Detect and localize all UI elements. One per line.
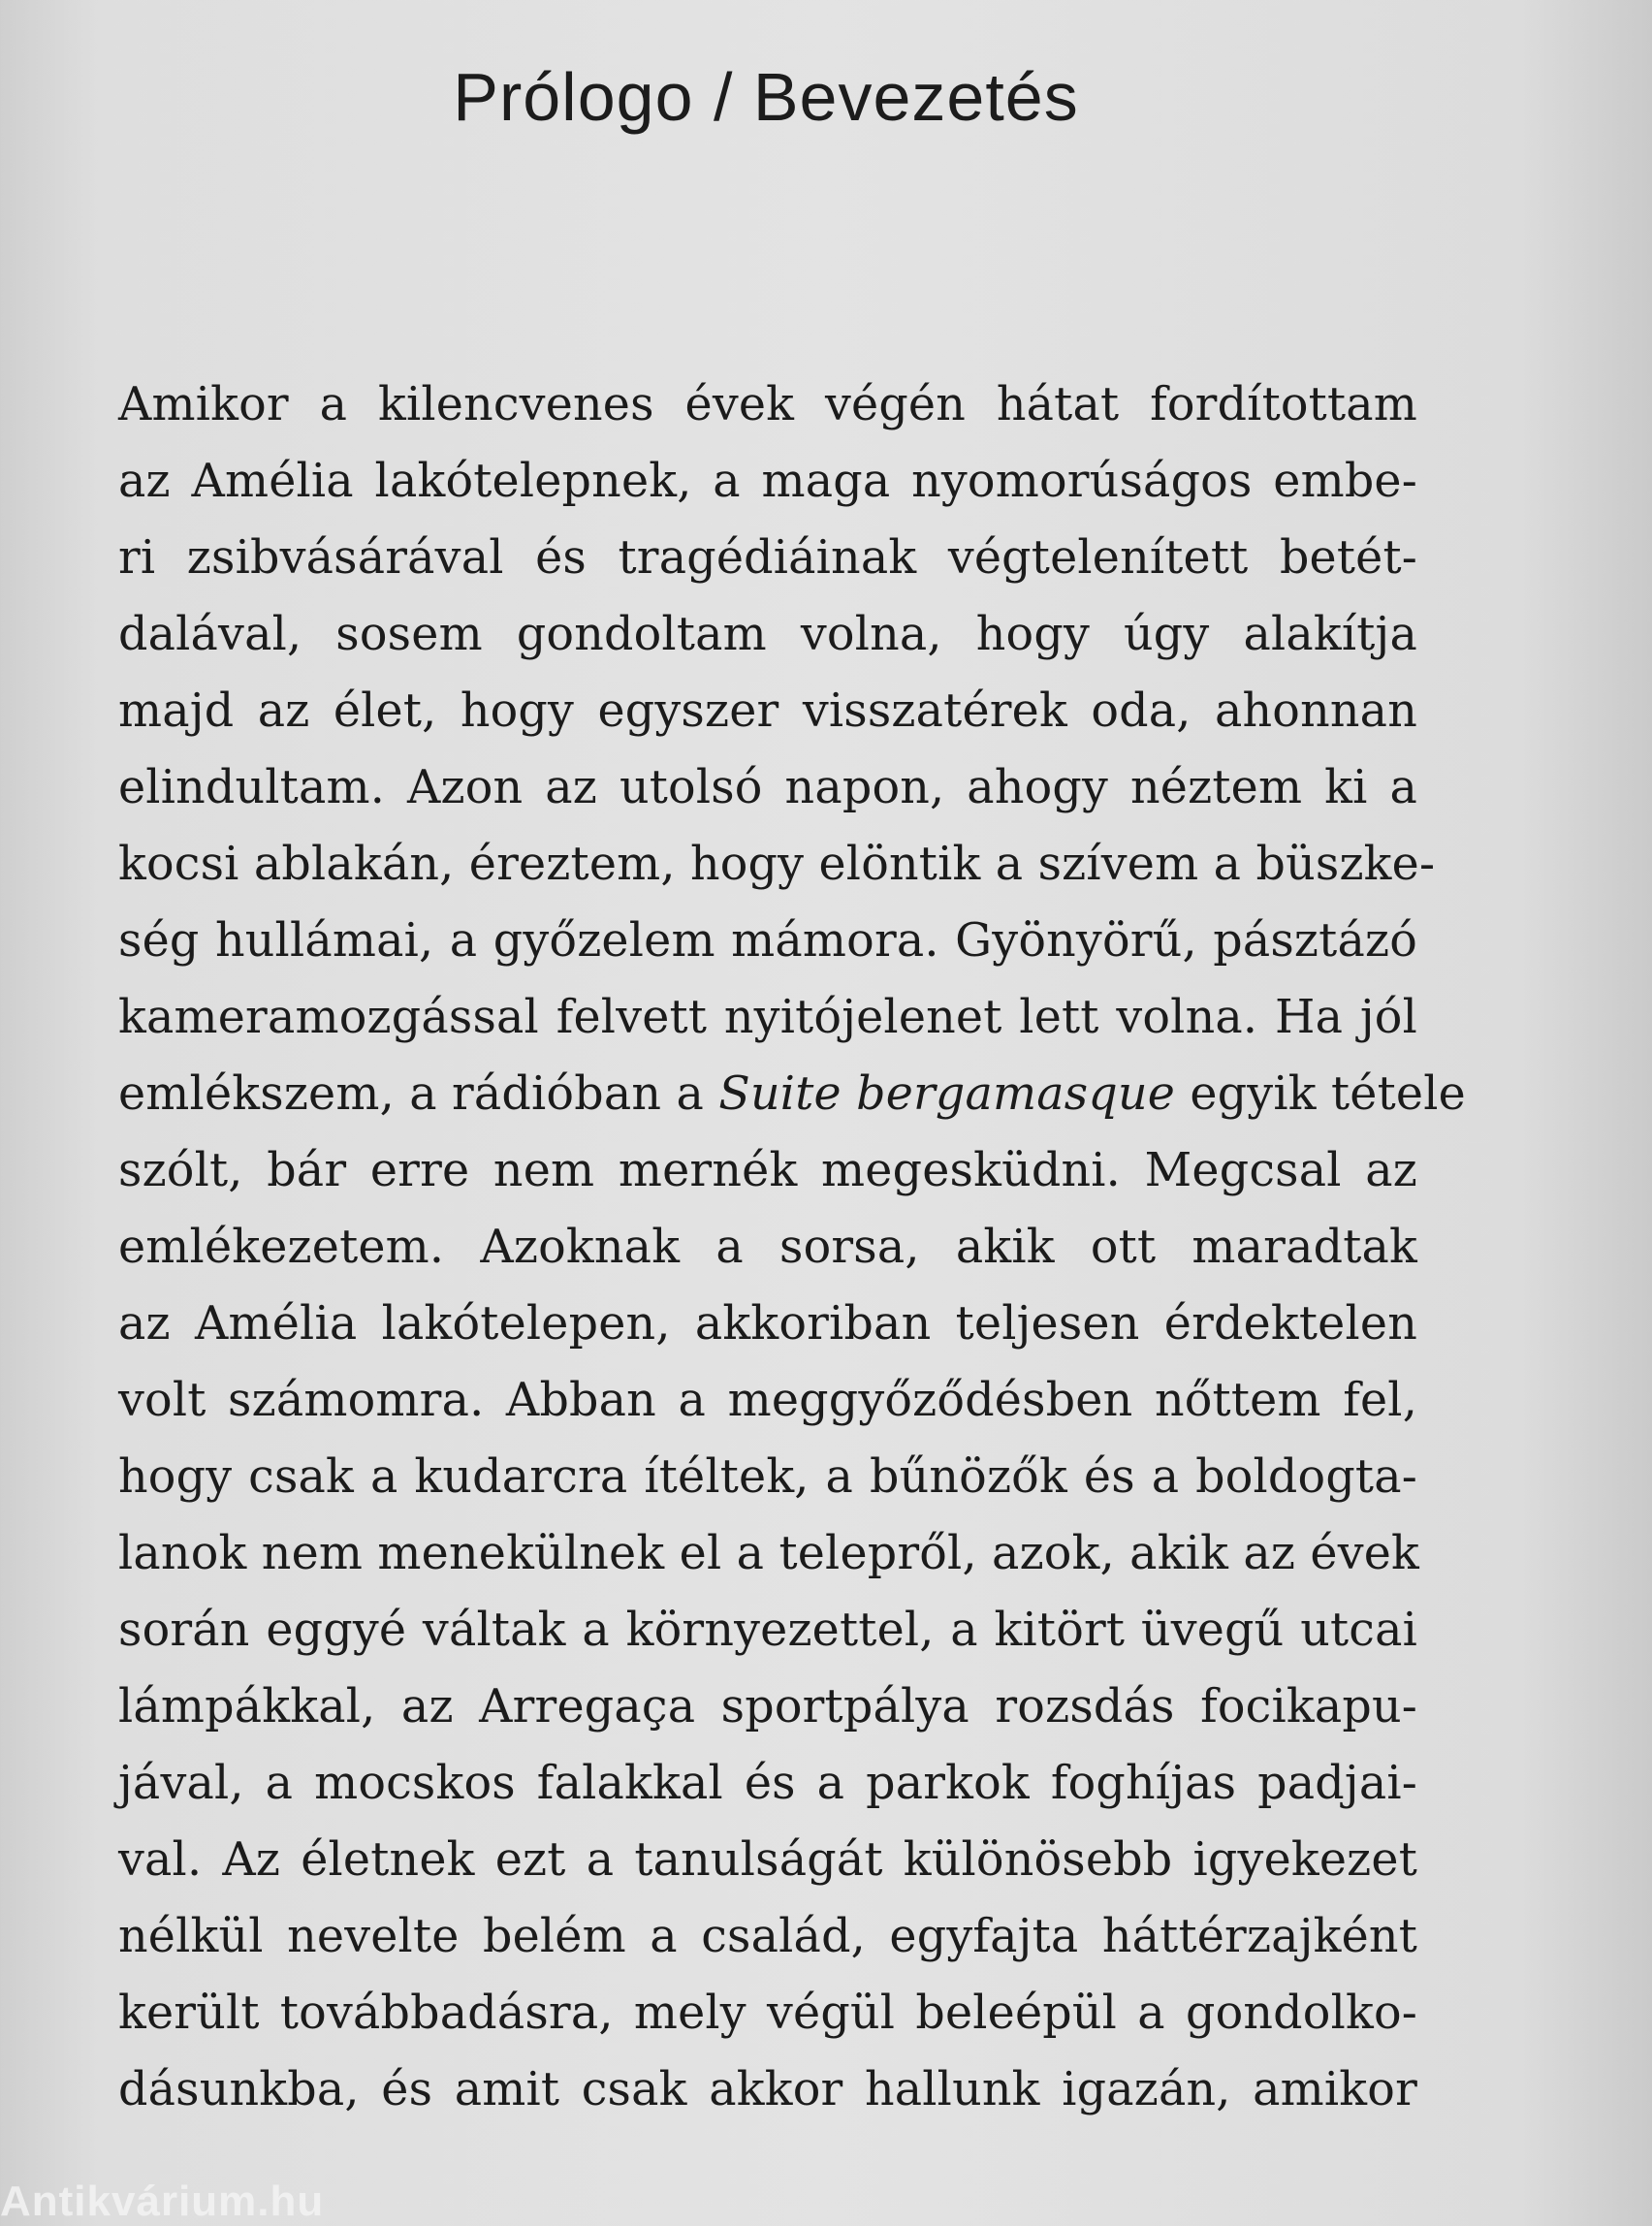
text-line: dásunkba, és amit csak akkor hallunk igazán, amikor: [118, 2063, 1417, 2116]
text-line: Amikor a kilencvenes évek végén hátat fordítottam: [118, 378, 1417, 431]
italic-title: Suite bergamasque: [718, 1067, 1176, 1121]
body-paragraph: [118, 366, 1466, 2128]
text-line: lámpákkal, az Arregaça sportpálya rozsdás focikapu-: [118, 1680, 1417, 1733]
text-line: lanok nem menekülnek el a telepről, azok, akik az évek: [118, 1527, 1420, 1580]
text-line-with-italic: [118, 1056, 1466, 1132]
text-line: nélkül nevelte belém a család, egyfajta háttérzajként: [118, 1910, 1417, 1963]
text-line: majd az élet, hogy egyszer visszatérek oda, ahonnan: [118, 684, 1417, 738]
text-line: ri zsibvásárával és tragédiáinak végtelenített betét-: [118, 531, 1417, 585]
text-line: kameramozgással felvett nyitójelenet lett volna. Ha jól: [118, 991, 1417, 1044]
text-line: az Amélia lakótelepen, akkoriban teljesen érdektelen: [118, 1297, 1417, 1351]
text-line: emlékezetem. Azoknak a sorsa, akik ott maradtak: [118, 1221, 1417, 1274]
watermark: Antikvárium.hu: [0, 2178, 325, 2225]
text-line: dalával, sosem gondoltam volna, hogy úgy alakítja: [118, 608, 1417, 661]
chapter-title: Prólogo / Bevezetés: [453, 59, 1079, 135]
text-line: kocsi ablakán, éreztem, hogy elöntik a szívem a büszke-: [118, 838, 1436, 891]
text-segment: egyik tétele: [1175, 1067, 1466, 1121]
text-line: ség hullámai, a győzelem mámora. Gyönyörű, pásztázó: [118, 914, 1417, 968]
text-line: elindultam. Azon az utolsó napon, ahogy néztem ki a: [118, 761, 1417, 814]
bleed-through-text: [116, 0, 1406, 349]
text-line: val. Az életnek ezt a tanulságát különösebb igyekezet: [118, 1833, 1417, 1887]
text-line: került továbbadásra, mely végül beleépül a gondolko-: [118, 1987, 1417, 2040]
text-line: jával, a mocskos falakkal és a parkok foghíjas padjai-: [118, 1757, 1417, 1810]
text-line: hogy csak a kudarcra ítéltek, a bűnözők és a boldogta-: [118, 1450, 1417, 1504]
text-segment: emlékszem, a rádióban a: [118, 1067, 719, 1121]
text-line: szólt, bár erre nem mernék megesküdni. Megcsal az: [118, 1144, 1417, 1197]
text-line: volt számomra. Abban a meggyőződésben nőttem fel,: [118, 1374, 1417, 1427]
text-line: során eggyé váltak a környezettel, a kitört üvegű utcai: [118, 1604, 1417, 1657]
text-line: az Amélia lakótelepnek, a maga nyomorúságos embe-: [118, 455, 1417, 508]
